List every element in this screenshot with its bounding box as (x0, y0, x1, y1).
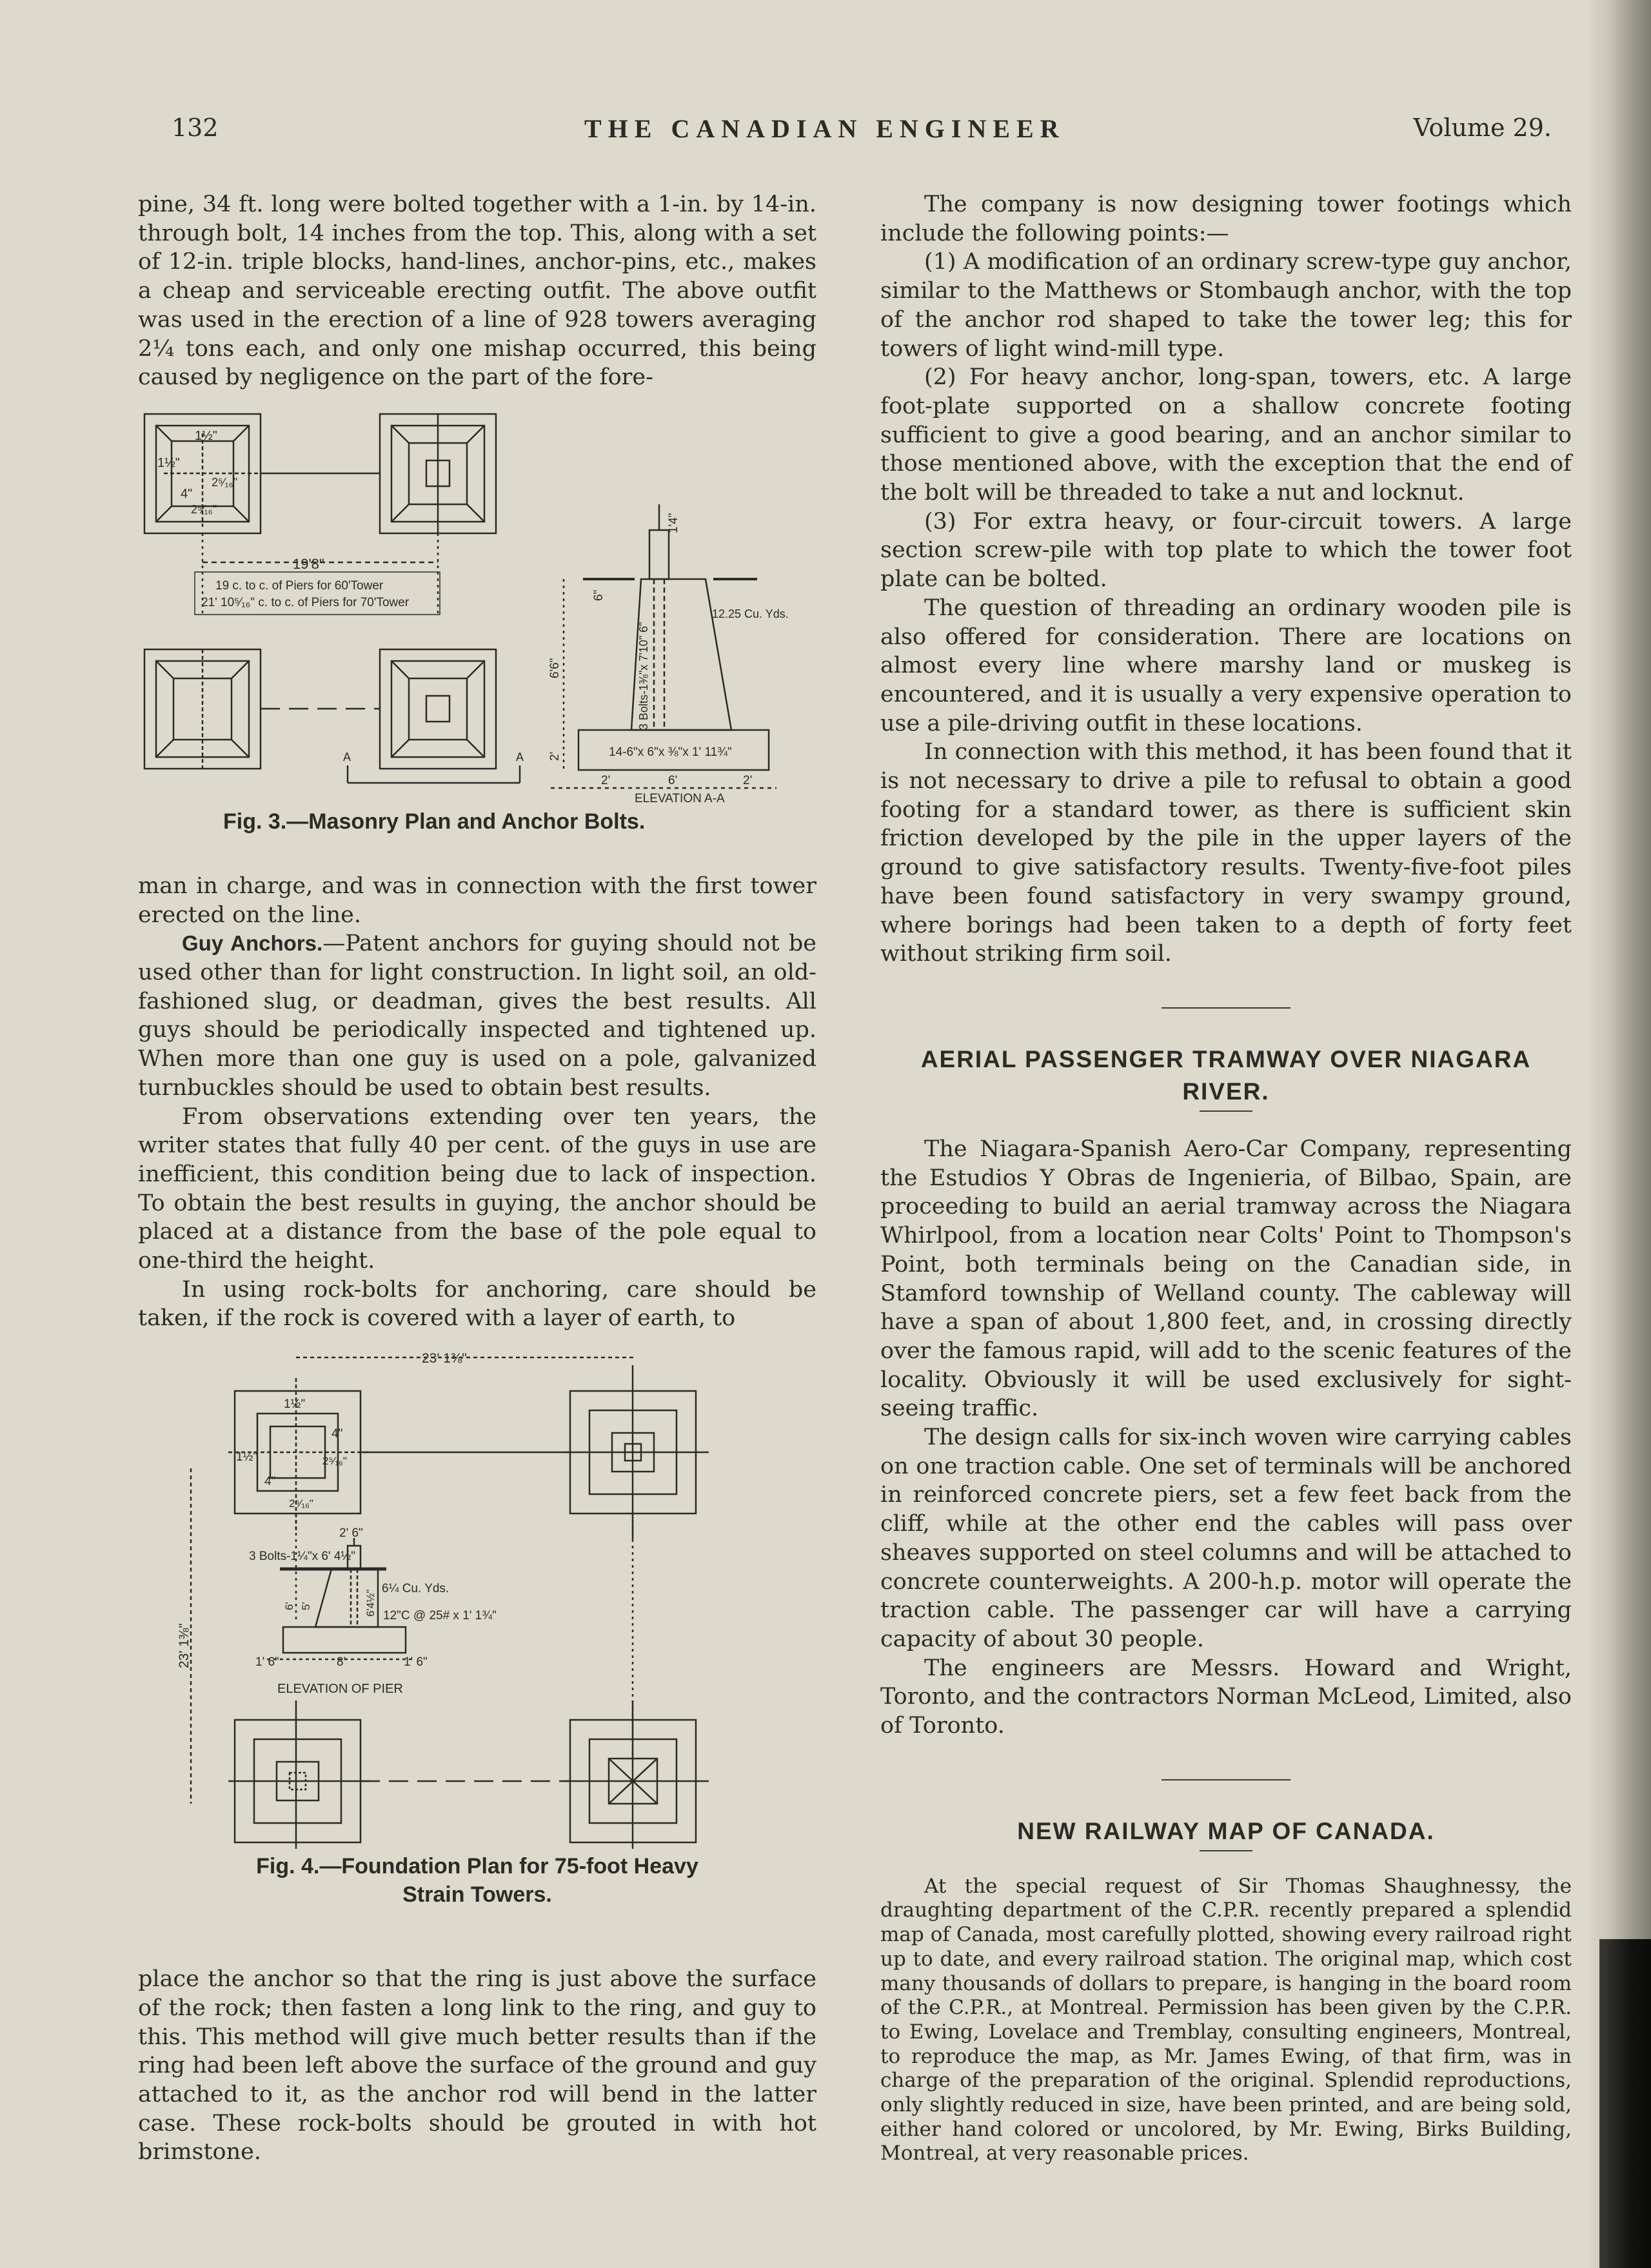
pier-bottom-right (564, 1701, 709, 1849)
heading-rule (1200, 1110, 1252, 1112)
fig3-dim: 4" (181, 486, 193, 501)
fig3-dim: 2⁵⁄₁₆" (191, 502, 217, 516)
heading-rule (1200, 1850, 1252, 1851)
pier-top-right (564, 1365, 709, 1539)
pier-bottom-right (380, 649, 496, 769)
section-mark: A (516, 750, 524, 764)
figure-4-caption-line1: Fig. 4.—Foundation Plan for 75-foot Heavy (256, 1854, 698, 1879)
fig4-span-side: 23' 1⅜" (177, 1623, 192, 1669)
left-column (138, 190, 816, 2167)
paragraph: (1) A modification of an ordinary screw-type guy anchor, similar to the Matthews or Stombaugh anchor, with the top of the anchor rod shaped to take the tower leg; this for towers of light wind-mill type. (880, 249, 1572, 362)
paragraph: pine, 34 ft. long were bolted together with a 1-in. by 14-in. through bolt, 14 inches from the top. This, along with a set of 12-in. triple blocks, hand-lines, anchor-pins, etc., makes a cheap and serviceable erecting outfit. The above outfit was used in the erection of a line of 928 towers averaging 2¼ tons each, and only one mishap occurred, this being caused by negligence on the part of the fore- (138, 192, 816, 391)
fig4-b1: 1' 6" (255, 1655, 279, 1670)
fig3-h2: 2' (548, 751, 562, 761)
journal-title: THE CANADIAN ENGINEER (584, 114, 1065, 143)
paragraph: The design calls for six-inch woven wire carrying cables on one traction cable. One set of terminals will be anchored in reinforced concrete piers, set a few feet back from the cliff, while at the other end the cables will pass over sheaves supported on steel columns and will be attached to concrete counterweights. A 200-h.p. motor will operate the traction cable. The passenger car will have a carrying capacity of about 30 people. (880, 1425, 1572, 1652)
fig3-dim: 1½" (157, 455, 180, 470)
fig4-b2: 8' (337, 1655, 346, 1670)
paragraph: place the anchor so that the ring is just above the surface of the rock; then fasten a long link to the ring, and guy to this. This method will give much better results than if the ring had been left above the surface of the ground and guy attached to it, as the anchor rod will bend in the latter case. These rock-bolts should be grouted in with hot brimstone. (138, 1966, 816, 2165)
fig3-b2: 6' (668, 773, 678, 787)
fig3-h4: 6" (592, 589, 606, 601)
figure-3-caption: Fig. 3.—Masonry Plan and Anchor Bolts. (223, 809, 646, 834)
page-number: 132 (172, 113, 219, 142)
paragraph: In using rock-bolts for anchoring, care should be taken, if the rock is covered with a layer of earth, to (138, 1276, 816, 1332)
page-edge-shadow (1590, 0, 1651, 2268)
fig3-h3: 1'4" (667, 513, 680, 533)
volume-label: Volume 29. (1413, 113, 1552, 142)
aerial-tramway-heading: AERIAL PASSENGER TRAMWAY OVER NIAGARA RIVER. (920, 1045, 1532, 1105)
fig4-dim: 4" (331, 1427, 343, 1441)
paragraph: The question of threading an ordinary wooden pile is also offered for consideration. There are locations on almost every line where marshy land or muskeg is encountered, and it is usually a very expensive operation to use a pile-driving outfit in these locations. (880, 595, 1572, 736)
paragraph: (3) For extra heavy, or four-circuit towers. A large section screw-pile with top plate to which the tower foot plate can be bolted. (880, 508, 1572, 593)
fig3-h1: 6'6" (548, 658, 562, 678)
fig3-elevation-label: ELEVATION A-A (635, 791, 725, 805)
pier-bottom-left (228, 1701, 370, 1849)
paragraph-small: At the special request of Sir Thomas Shaughnessy, the draughting department of the C.P.R. recently prepared a splendid map of Canada, most carefully plotted, showing every railroad right up to date, and every railroad station. The original map, which cost many thousands of dollars to prepare, is hanging in the board room of the C.P.R., at Montreal. Permission has been given by the C.P.R. to Ewing, Lovelace and Tremblay, consulting engineers, Montreal, to reproduce the map, as Mr. James Ewing, of that firm, was in charge of the preparation of the original. Splendid reproductions, only slightly reduced in size, have been printed, and are being sold, either hand colored or uncolored, by Mr. Ewing, Birks Building, Montreal, at very reasonable prices. (880, 1874, 1572, 2165)
fig3-plate: 14-6"x 6"x ⅜"x 1' 11¾" (609, 745, 732, 759)
fig4-plate: 12"C @ 25# x 1' 1¾" (383, 1609, 497, 1623)
fig4-dim: 1½" (284, 1397, 306, 1412)
pier-top-right (380, 414, 496, 533)
railway-map-heading: NEW RAILWAY MAP OF CANADA. (1017, 1817, 1435, 1844)
fig4-b3: 1' 6" (404, 1655, 428, 1670)
binding-shadow (1599, 1939, 1651, 2268)
run-in-heading: Guy Anchors. (182, 931, 323, 956)
fig3-span: 19'8" (293, 555, 324, 572)
paragraph: man in charge, and was in connection with the first tower erected on the line. (138, 873, 816, 928)
fig3-dim: 2⁵⁄₁₆" (212, 475, 238, 489)
paragraph: (2) For heavy anchor, long-span, towers, etc. A large foot-plate supported on a shallow concrete footing sufficient to give a good bearing, and an anchor similar to those mentioned above, with the exception that the end of the bolt will be threaded to take a nut and locknut. (880, 364, 1572, 506)
paragraph-guy-anchors (138, 929, 816, 1102)
fig4-h2: 5' (300, 1602, 312, 1611)
fig3-dim: 1½" (195, 428, 217, 443)
section-mark: A (343, 750, 351, 764)
right-column (880, 190, 1572, 2166)
fig4-elevation-label: ELEVATION OF PIER (277, 1682, 403, 1697)
fig4-top: 2' 6" (339, 1526, 363, 1541)
fig4-bolts: 3 Bolts-1¼"x 6' 4½" (249, 1550, 355, 1564)
fig3-b3: 2' (743, 773, 753, 787)
fig3-b1: 2' (601, 773, 611, 787)
fig4-dim: 4" (264, 1475, 276, 1489)
pier-bottom-left (144, 649, 261, 769)
paragraph: In connection with this method, it has been found that it is not necessary to drive a pile to refusal to obtain a good footing for a standard tower, as there is sufficient skin friction developed by the pile in the upper layers of the ground to give satisfactory results. Twenty-five-foot piles have been found satisfactory in very swampy ground, where borings had been taken to a depth of forty feet without striking firm soil. (880, 739, 1572, 967)
figure-4-caption (138, 1852, 816, 1909)
fig4-h1: 6' (283, 1602, 295, 1611)
figure-4 (138, 1352, 816, 1965)
fig3-bolts: 3 Bolts-1⅜"x 7'10" 6" (637, 622, 650, 730)
fig3-drawing (138, 408, 816, 807)
fig3-volume: 12.25 Cu. Yds. (712, 607, 789, 620)
fig3-centers-70: 21' 10⁵⁄₁₆" c. to c. of Piers for 70'Tower (201, 595, 410, 609)
paragraph: From observations extending over ten years, the writer states that fully 40 per cent. of the guys in use are inefficient, this condition being due to lack of inspection. To obtain the best results in guying, the anchor should be placed at a distance from the base of the pole equal to one-third the height. (138, 1103, 816, 1274)
fig4-span-top: 23' 1⅜" (422, 1352, 467, 1366)
fig4-dim: 2⁵⁄₁₆" (322, 1455, 347, 1468)
paragraph-text: —Patent anchors for guying should not be used other than for light construction. In light soil, an old-fashioned slug, or deadman, gives the best results. All guys should be periodically inspected and tightened up. When more than one guy is used on a pole, galvanized turnbuckles should be used to obtain best results. (138, 931, 816, 1101)
section-divider (1162, 1007, 1290, 1009)
section-divider (1162, 1779, 1290, 1780)
paragraph: The engineers are Messrs. Howard and Wright, Toronto, and the contractors Norman McLeod, Limited, also of Toronto. (880, 1655, 1572, 1739)
fig3-centers-60: 19 c. to c. of Piers for 60'Tower (215, 578, 384, 593)
figure-4-caption-line2: Strain Towers. (402, 1882, 552, 1908)
paragraph: The company is now designing tower footings which include the following points:— (880, 192, 1572, 246)
paragraph: The Niagara-Spanish Aero-Car Company, representing the Estudios Y Obras de Ingenieria, of Bilbao, Spain, are proceeding to build an aerial tramway across the Niagara Whirlpool, from a location near Colts' Point to Thompson's Point, both terminals being on the Canadian side, in Stamford township of Welland county. The cableway will have a span of about 1,800 feet, and, in crossing directly over the famous rapid, will add to the scenic features of the locality. Obviously it will be used exclusively for sight-seeing traffic. (880, 1136, 1572, 1422)
fig4-h3: 6'4½" (364, 1589, 377, 1617)
running-head (172, 113, 1552, 152)
fig4-volume: 6¼ Cu. Yds. (382, 1582, 450, 1596)
figure-3 (138, 408, 816, 872)
fig4-drawing (138, 1352, 816, 1849)
fig4-dim: 2⁵⁄₁₆" (289, 1497, 313, 1510)
fig4-dim: 1½" (236, 1450, 258, 1464)
